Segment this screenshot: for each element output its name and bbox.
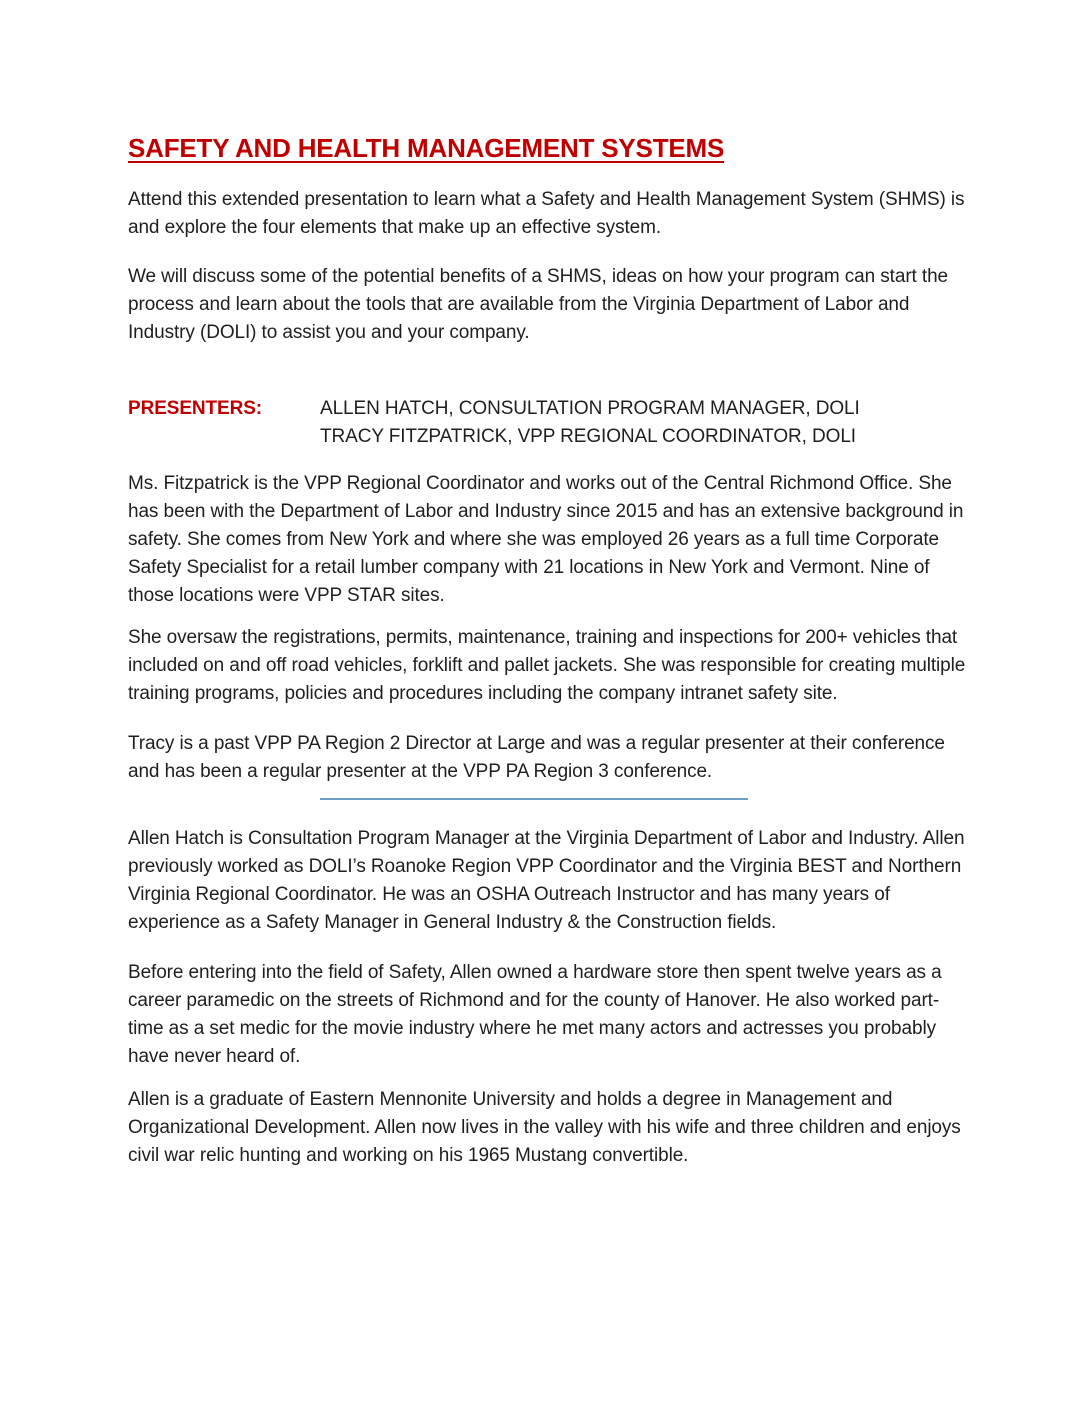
- fitzpatrick-bio-paragraph-3: Tracy is a past VPP PA Region 2 Director at Large and was a regular presenter at their conference and has been a regular presenter at the VPP PA Region 3 conference.: [128, 733, 945, 782]
- section-divider: [320, 798, 748, 800]
- presenters-label: PRESENTERS:: [128, 398, 263, 419]
- presenter-name-1: ALLEN HATCH, CONSULTATION PROGRAM MANAGER, DOLI: [320, 398, 860, 419]
- fitzpatrick-bio-paragraph-1: Ms. Fitzpatrick is the VPP Regional Coordinator and works out of the Central Richmond Office. She has been with the Department of Labor and Industry since 2015 and has an extensive background in safety. She comes from New York and where she was employed 26 years as a full time Corporate Safety Specialist for a retail lumber company with 21 locations in New York and Vermont. Nine of those locations were VPP STAR sites.: [128, 473, 964, 606]
- presenters-block: [128, 395, 973, 451]
- presenter-name-2: TRACY FITZPATRICK, VPP REGIONAL COORDINATOR, DOLI: [320, 426, 856, 447]
- hatch-bio-paragraph-2: Before entering into the field of Safety, Allen owned a hardware store then spent twelve years as a career paramedic on the streets of Richmond and for the county of Hanover. He also worked part-time as a set medic for the movie industry where he met many actors and actresses you probably have never heard of.: [128, 962, 942, 1067]
- intro-paragraph-1: Attend this extended presentation to learn what a Safety and Health Management System (SHMS) is and explore the four elements that make up an effective system.: [128, 189, 965, 238]
- intro-paragraph-2: We will discuss some of the potential benefits of a SHMS, ideas on how your program can start the process and learn about the tools that are available from the Virginia Department of Labor and Industry (DOLI) to assist you and your company.: [128, 266, 949, 343]
- hatch-bio-paragraph-3: Allen is a graduate of Eastern Mennonite University and holds a degree in Management and Organizational Development. Allen now lives in the valley with his wife and three children and enjoys civil war relic hunting and working on his 1965 Mustang convertible.: [128, 1089, 961, 1166]
- presenters-names: [320, 395, 860, 451]
- hatch-bio-paragraph-1: Allen Hatch is Consultation Program Manager at the Virginia Department of Labor and Industry. Allen previously worked as DOLI’s Roanoke Region VPP Coordinator and the Virginia BEST and Northern Virginia Regional Coordinator. He was an OSHA Outreach Instructor and has many years of experience as a Safety Manager in General Industry & the Construction fields.: [128, 828, 965, 933]
- fitzpatrick-bio-paragraph-2: She oversaw the registrations, permits, maintenance, training and inspections for 200+ vehicles that included on and off road vehicles, forklift and pallet jackets. She was responsible for creating multiple training programs, policies and procedures including the company intranet safety site.: [128, 627, 966, 704]
- page-title: SAFETY AND HEALTH MANAGEMENT SYSTEMS: [128, 133, 725, 163]
